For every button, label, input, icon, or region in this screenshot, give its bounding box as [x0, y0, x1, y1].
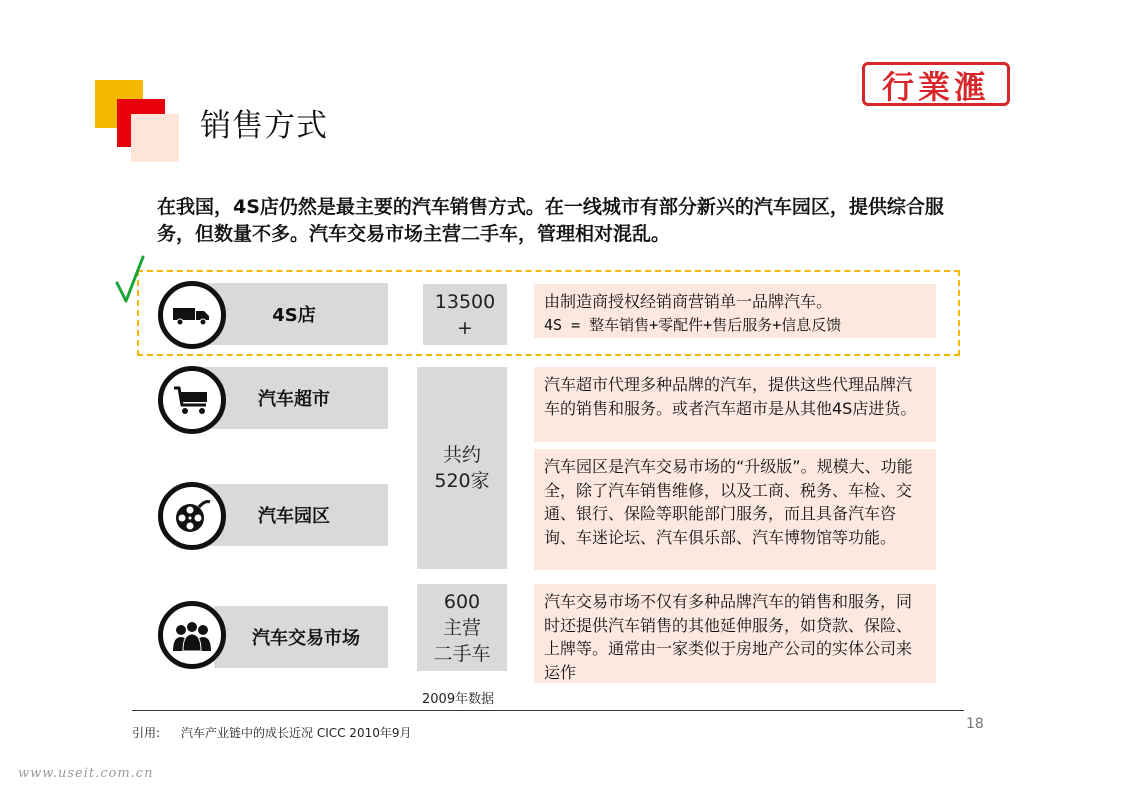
channel-icon-circle-4s	[158, 281, 226, 349]
count-4s-plus: +	[457, 316, 473, 339]
channel-icon-circle-market	[158, 601, 226, 669]
citation-text: 汽车产业链中的成长近况 CICC 2010年9月	[181, 726, 412, 740]
desc-market-text: 汽车交易市场不仅有多种品牌汽车的销售和服务，同时还提供汽车销售的其他延伸服务，如贷款、保险、上牌等。通常由一家类似于房地产公司的实体公司来运作	[544, 592, 913, 682]
channel-label-park: 汽车园区	[258, 506, 330, 527]
channel-bar-park	[200, 484, 388, 546]
channel-icon-circle-supermarket	[158, 366, 226, 434]
channel-icon-circle-park	[158, 482, 226, 550]
channel-bar-4s	[200, 283, 388, 345]
film-reel-icon	[172, 496, 212, 536]
people-group-icon	[170, 618, 214, 652]
channel-label-market: 汽车交易市场	[252, 628, 360, 649]
channel-label-supermarket: 汽车超市	[258, 389, 330, 410]
page-title: 销售方式	[200, 108, 328, 144]
count-market-line2: 主营	[442, 616, 481, 639]
citation-label: 引用:	[132, 726, 161, 740]
page-number: 18	[966, 716, 984, 732]
count-box-4s	[423, 284, 507, 345]
count-mid-line1: 共约	[442, 444, 481, 466]
checkmark-icon	[113, 253, 153, 313]
count-market-line3: 二手车	[433, 642, 491, 665]
count-market-line1: 600	[443, 590, 481, 613]
channel-bar-supermarket	[200, 367, 388, 429]
desc-4s-line1: 由制造商授权经销商营销单一品牌汽车。	[544, 292, 833, 311]
shopping-cart-icon	[173, 385, 211, 415]
channel-bar-market	[214, 606, 388, 668]
brand-logo-stamp: 行業滙	[862, 62, 1010, 106]
desc-box-market	[534, 584, 936, 683]
footer-divider	[132, 710, 964, 711]
desc-box-supermarket	[534, 367, 936, 442]
desc-supermarket-text: 汽车超市代理多种品牌的汽车，提供这些代理品牌汽车的销售和服务。或者汽车超市是从其他4S店进货。	[544, 375, 917, 418]
data-year-note: 2009年数据	[422, 692, 495, 707]
truck-icon	[172, 303, 212, 327]
desc-box-4s	[534, 284, 936, 338]
desc-4s-line2: 4S = 整车销售+零配件+售后服务+信息反馈	[544, 315, 842, 334]
channel-label-4s: 4S店	[272, 305, 316, 326]
title-square-peach	[131, 114, 179, 162]
count-box-supermarket-park	[417, 367, 507, 569]
intro-text: 在我国，4S店仍然是最主要的汽车销售方式。在一线城市有部分新兴的汽车园区，提供综合服务，但数量不多。汽车交易市场主营二手车，管理相对混乱。	[157, 196, 944, 245]
watermark-url: www.useit.com.cn	[18, 766, 154, 781]
desc-box-park	[534, 449, 936, 570]
count-4s-number: 13500	[434, 290, 496, 313]
count-mid-line2: 520家	[434, 470, 490, 492]
count-box-market	[417, 584, 507, 671]
desc-park-text: 汽车园区是汽车交易市场的“升级版”。规模大、功能全，除了汽车销售维修，以及工商、税务、车检、交通、银行、保险等职能部门服务，而且具备汽车咨询、车迷论坛、汽车俱乐部、汽车博物馆等功能。	[544, 457, 913, 547]
